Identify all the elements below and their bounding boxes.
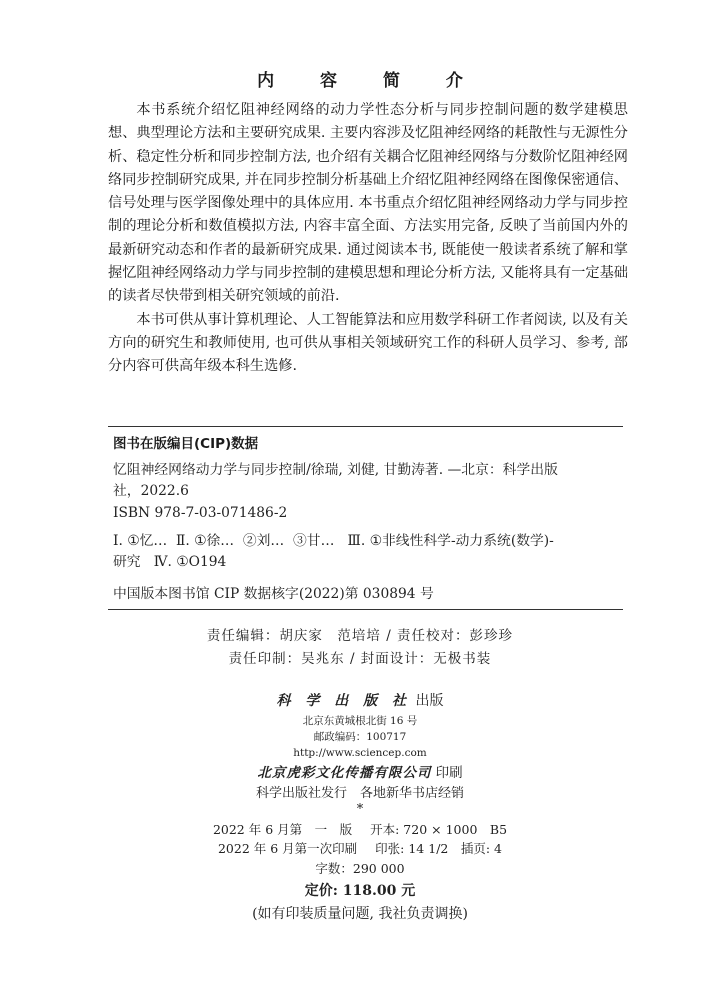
cip-bibliographic-entry [113,460,618,502]
book-format: 开本: 720 × 1000 B5 [370,822,508,837]
publisher-line [0,690,720,710]
summary-paragraph-2: 本书可供从事计算机理论、人工智能算法和应用数学科研工作者阅读, 以及有关方向的研究生和教师使用, 也可供从事相关领域研究工作的科研人员学习、参考, 部分内容可供高年级本科生选修. [108,311,628,375]
cip-classification [113,531,618,573]
editor-credits: 责任编辑：胡庆家 范培培 / 责任校对：彭珍珍 [206,628,514,644]
publisher-name: 科 学 出 版 社 [276,693,412,709]
cip-bottom-rule [108,609,623,610]
publisher-address: 北京东黄城根北街 16 号 [302,715,418,727]
cip-class-line-1: Ⅰ. ①忆… Ⅱ. ①徐… ②刘… ③甘… Ⅲ. ①非线性科学-动力系统(数学)- [113,533,554,549]
separator-star: * [356,802,364,817]
printing-line [0,839,720,857]
printer-suffix: 印刷 [435,765,463,781]
cip-top-rule [108,426,623,427]
cip-class-line-2: 研究 Ⅳ. ①O194 [113,554,227,570]
word-count: 字数：290 000 [315,861,405,876]
cip-isbn: ISBN 978-7-03-071486-2 [113,505,288,521]
publisher-suffix: 出版 [415,693,444,709]
printing-date: 2022 年 6 月第一次印刷 [217,841,358,856]
cip-data-number: 中国版本图书馆 CIP 数据核字(2022)第 030894 号 [113,586,434,602]
cip-heading: 图书在版编目(CIP)数据 [113,436,259,452]
printer-line [0,761,720,781]
cip-bib-line-1: 忆阻神经网络动力学与同步控制/徐瑞, 刘健, 甘勤涛著. —北京：科学出版 [113,462,558,478]
quality-notice: (如有印装质量问题, 我社负责调换) [252,906,468,922]
cip-bib-line-2: 社，2022.6 [113,483,189,499]
production-credits: 责任印制：吴兆东 / 封面设计：无极书装 [228,651,492,667]
edition-line [0,820,720,838]
edition-date: 2022 年 6 月第 一 版 [212,822,353,837]
printer-name: 北京虎彩文化传播有限公司 [257,765,432,781]
page-title: 内 容 简 介 [257,71,483,91]
publisher-url: http://www.sciencep.com [293,747,427,759]
distribution-line: 科学出版社发行 各地新华书店经销 [255,786,464,801]
price: 定价: 118.00 元 [304,883,416,899]
summary-section [108,99,628,379]
printed-sheets: 印张: 14 1/2 插页: 4 [375,841,502,856]
publisher-postcode: 邮政编码：100717 [313,731,407,743]
summary-paragraph-1: 本书系统介绍忆阻神经网络的动力学性态分析与同步控制问题的数学建模思想、典型理论方法和主要研究成果. 主要内容涉及忆阻神经网络的耗散性与无源性分析、稳定性分析和同步控制方法, 也介绍有关耦合忆阻神经网络与分数阶忆阻神经网络同步控制研究成果, 并在同步控制分析基础上介绍忆阻神经网络在图像保密通信、信号处理与医学图像处理中的具体应用. 本书重点介绍忆阻神经网络动力学与同步控制的理论分析和数值模拟方法, 内容丰富全面、方法实用完备, 反映了当前国内外的最新研究动态和作者的最新研究成果. 通过阅读本书, 既能使一般读者系统了解和掌握忆阻神经网络动力学与同步控制的建模思想和理论分析方法, 又能将具有一定基础的读者尽快带到相关研究领域的前沿. [108,102,628,305]
